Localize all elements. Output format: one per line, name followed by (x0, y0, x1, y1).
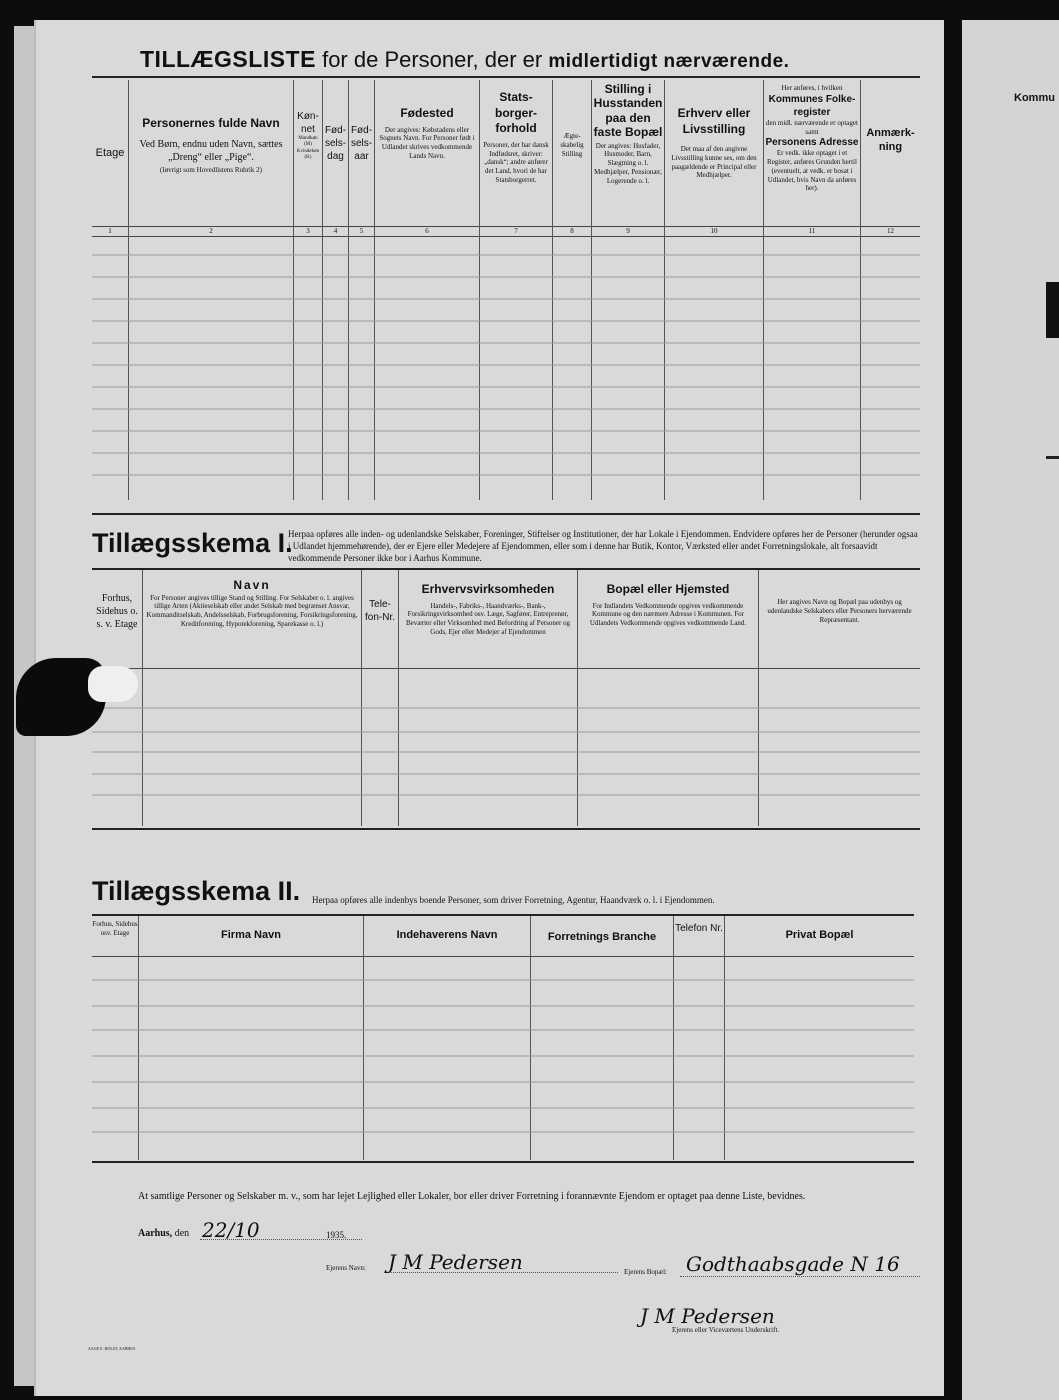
col-statsborger: Stats-borger-forhold Personer, der har dansk Indfødsret, skriver: „dansk“; andre anfører det Land, hvori de har Statsborgerret. (480, 80, 553, 226)
col-folkeregister: Her anføres, i hvilken Kommunes Folke-register den midl. nærværende er optaget samt Personens Adresse Er vedk. ikke optaget i et Register, anføres Grunden hertil (eventuelt, at vedk. er bosat i Udlandet, hvis Navn da anføres her). (764, 80, 861, 226)
skema2-col-indehaver: Indehaverens Navn (396, 929, 498, 941)
skema1-col-navn: Navn For Personer angives tillige Stand og Stilling. For Selskaber o. l. angives tillige Arten (Aktieselskab eller andet Selskab med begrænset Ansvar, Kommanditselskab, Andelsselskab, Forbrugsforening, Forsikringsforening, Kreditforening, Hypotekforening, Sparekasse o. l.) (143, 570, 362, 668)
skema1-note: Herpaa opføres alle inden- og udenlandske Selskaber, Foreninger, Stiftelser og Institutioner, der har Lokale i Ejendommen. Endvidere opføres her de Personer (herunder ogsaa i Udlandet hjemmehørende), der er Ejere eller Medejere af Ejendommen, eller som i denne har Butik, Kontor, Værksted eller andet Forretningslokale, alt forsaavidt vedkommende Personer ikke bor i Aarhus Kommune. (288, 529, 918, 564)
title-main: TILLÆGSLISTE (140, 46, 316, 72)
skema2-col-forhus: Forhus, Sidehus osv. Etage (92, 920, 138, 937)
skema1-ruling (92, 688, 920, 832)
printer-imprint: AAGE E. HOLST, AARHUS (88, 1346, 136, 1351)
signature-handwritten: J M Pedersen (640, 1304, 775, 1328)
adjacent-page-rule (1046, 456, 1059, 459)
skema1-col-erhverv: Erhvervsvirksomheden Handels-, Fabriks-, Haandværks-, Bank-, Forsikringsvirksomhed osv. Læge, Sagfører, Entreprenør, Beværter eller Virksomhed med Befordring af Personer og Gods, Ejer eller Medejer af Ejendommen (399, 570, 578, 668)
main-table-header (92, 80, 920, 226)
document-page (34, 20, 944, 1396)
owner-name-label: Ejerens Navn: (326, 1264, 366, 1272)
skema2-col-branche: Forretnings Branche (547, 931, 657, 943)
skema2-ruling (92, 956, 920, 1166)
col-etage: Etage (92, 80, 129, 226)
skema1-header (92, 570, 920, 668)
date-line (138, 1228, 189, 1239)
page-title (140, 46, 789, 73)
skema1-title: Tillægsskema I. (92, 528, 293, 558)
col-foedselsaar: Fød-sels-aar (349, 80, 375, 226)
year-label: 1935. (326, 1230, 347, 1240)
adjacent-page-label: Kommu (1014, 92, 1055, 104)
place-label: Aarhus, (138, 1228, 173, 1239)
main-table-ruling (92, 246, 920, 516)
owner-address-handwritten: Godthaabsgade N 16 (686, 1252, 900, 1276)
skema1-col-forhus: Forhus, Sidehus o. s. v. Etage (96, 593, 138, 630)
col-koennet: Køn-net Mandkøn (M) Kvindekøn (K) (294, 80, 323, 226)
owner-name-handwritten: J M Pedersen (388, 1250, 523, 1274)
col-name: Personernes fulde Navn Ved Børn, endnu uden Navn, sættes „Dreng“ eller „Pige“. (Iøvrigt som Hovedlistens Rubrik 2) (129, 80, 294, 226)
col-erhverv: Erhverv eller Livsstilling Det maa af den angivne Livsstilling kunne ses, om den paagældende er Principal eller Medhjælper. (665, 80, 764, 226)
title-end: midlertidigt nærværende. (548, 51, 790, 72)
skema1-col-telefon: Tele-fon-Nr. (364, 599, 395, 623)
skema1-col-bopael: Bopæl eller Hjemsted For Indlandets Vedkommende opgives vedkommende Kommune og den nærmere Adresse i Kommunen. For Udlandets Vedkommende opgives vedkommende Land. (578, 570, 759, 668)
declaration-text: At samtlige Personer og Selskaber m. v., som har lejet Lejlighed eller Lokaler, bor eller driver Forretning i forannævnte Ejendom er optaget paa denne Liste, bevidnes. (138, 1191, 806, 1202)
den-label: den (174, 1228, 190, 1239)
col-stilling: Stilling i Husstanden paa den faste Bopæl Der angives: Husfader, Husmoder, Barn, Slægtning o. l. Medhjælper, Pensionær, Logerende o. l. (592, 80, 665, 226)
adjacent-page-glyph (1046, 282, 1059, 338)
thumb-nail (88, 666, 138, 702)
title-rest: for de Personer, der er (322, 47, 543, 72)
main-table-numbers: 1 2 3 4 5 6 7 8 9 10 11 12 (92, 226, 920, 236)
skema2-title: Tillægsskema II. (92, 876, 301, 906)
col-aegteskab: Ægte-skabelig Stilling (553, 80, 592, 226)
col-foedselsdag: Fød-sels-dag (323, 80, 349, 226)
col-anmaerkning: Anmærk-ning (861, 80, 921, 226)
signature-label: Ejerens eller Viceværtens Underskrift. (672, 1326, 780, 1334)
skema2-note: Herpaa opføres alle indenbys boende Personer, som driver Forretning, Agentur, Haandværk o. l. i Ejendommen. (312, 895, 715, 905)
adjacent-page (962, 20, 1059, 1400)
skema2-col-telefon: Telefon Nr. (675, 923, 723, 934)
owner-address-label: Ejerens Bopæl: (624, 1268, 667, 1276)
skema1-col-repr: Her angives Navn og Bopæl paa udenbys og udenlandske Selskabers eller Personers herværende Repræsentant. (767, 598, 912, 624)
date-handwritten: 22/10 (202, 1218, 260, 1242)
skema2-col-firma: Firma Navn (221, 929, 281, 941)
skema2-header (92, 916, 914, 956)
title-rule (92, 76, 920, 78)
col-foedested: Fødested Der angives: Købstadens eller Sognets Navn. For Personer født i Udlandet skrives vedkommende Lands Navn. (375, 80, 480, 226)
skema2-col-bopael: Privat Bopæl (785, 929, 854, 941)
